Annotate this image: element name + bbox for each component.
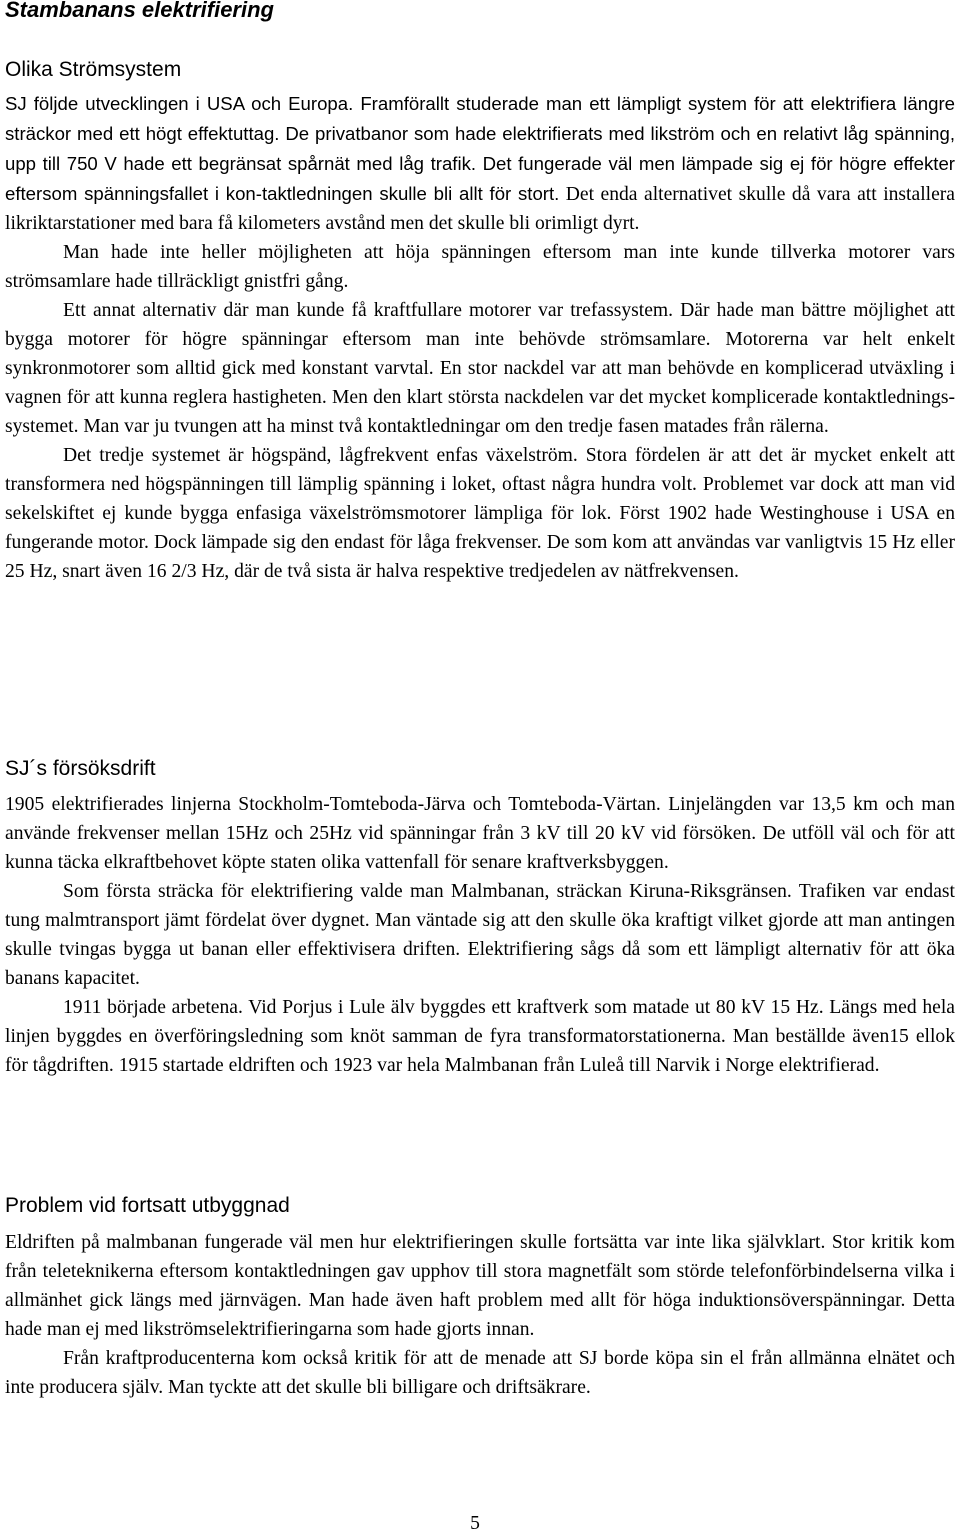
paragraph-text-sans: SJ följde utvecklingen i USA och Europa. Framförallt studerade man ett lämpligt system för att elektrifiera längre sträckor med ett högt effektuttag. De privatbanor som hade elektrifierats med likström och en relativt låg spänning, upp till 750 V hade ett begränsat spårnät med låg trafik. Det fungerade väl men lämpade sig ej för högre effekter eftersom spänningsfallet i kon-taktledningen skulle bli allt för stort. bbox=[5, 93, 955, 204]
paragraph: Man hade inte heller möjligheten att höja spänningen eftersom man inte kunde tillverka motorer vars strömsamlare hade tillräckligt gnistfri gång. bbox=[5, 242, 955, 292]
section-heading-stromsystem: Olika Strömsystem bbox=[5, 58, 182, 81]
section-heading-problem: Problem vid fortsatt utbyggnad bbox=[5, 1194, 290, 1217]
section-forsoksdrift bbox=[5, 790, 955, 1080]
document-title: Stambanans elektrifiering bbox=[5, 0, 274, 22]
paragraph: Ett annat alternativ där man kunde få kraftfullare motorer var trefassystem. Där hade man bättre möjlighet att bygga motorer för högre spänningar eftersom man inte behövde strömsamlare. Motorerna var helt enkelt synkronmotorer som alltid gick med konstant varvtal. En stor nackdel var att man behövde en komplicerad utväxling i vagnen för att kunna reglera hastigheten. Men den klart största nackdelen var det mycket komplicerade kontaktlednings-systemet. Man var ju tvungen att ha minst två kontaktledningar om den tredje fasen matades från rälerna. bbox=[5, 300, 955, 437]
paragraph bbox=[5, 89, 955, 238]
paragraph-text-serif: Det enda alternativet skulle då vara att installera likriktarstationer med bara få kilometers avstånd men det skulle bli orimligt dyrt. bbox=[5, 184, 956, 234]
paragraph: Eldriften på malmbanan fungerade väl men hur elektrifieringen skulle fortsätta var inte lika självklart. Stor kritik kom från teleteknikerna eftersom kontaktledningen gav upphov till stora magnetfält som störde telefonförbindelserna vilka i allmänhet gick längs med järnvägen. Man hade även haft problem med allt för höga induktionsöverspänningar. Detta hade man ej med likströmselektrifieringarna som hade gjorts innan. bbox=[5, 1232, 955, 1340]
section-problem bbox=[5, 1228, 955, 1402]
paragraph: 1905 elektrifierades linjerna Stockholm-Tomteboda-Järva och Tomteboda-Värtan. Linjelängden var 13,5 km och man använde frekvenser mellan 15Hz och 25Hz vid spänningar från 3 kV till 20 kV vid försöken. De utföll väl och för att kunna täcka elkraftbehovet köpte staten olika vattenfall för senare kraftverksbyggen. bbox=[5, 794, 955, 873]
paragraph: Som första sträcka för elektrifiering valde man Malmbanan, sträckan Kiruna-Riksgränsen. Trafiken var endast tung malmtransport jämt fördelat över dygnet. Man väntade sig att den skulle öka kraftigt vilket gjorde att man antingen skulle tvingas bygga ut banan eller effektivisera driften. Elektrifiering sågs då som ett lämpligt alternativ för att öka banans kapacitet. bbox=[5, 881, 955, 989]
section-stromsystem bbox=[5, 89, 955, 586]
section-heading-forsoksdrift: SJ´s försöksdrift bbox=[5, 757, 156, 780]
paragraph: Det tredje systemet är högspänd, lågfrekvent enfas växelström. Stora fördelen är att det är mycket enkelt att transformera ned högspänningen till lämplig spänning i loket, oftast några hundra volt. Problemet var dock att man vid sekelskiftet ej kunde bygga enfasiga växelströmsmotorer lämpliga för lok. Först 1902 hade Westinghouse i USA en fungerande motor. Dock lämpade sig den endast för låga frekvenser. De som kom att användas var vanligtvis 15 Hz eller 25 Hz, snart även 16 2/3 Hz, där de två sista är halva respektive tredjedelen av nätfrekvensen. bbox=[5, 445, 955, 582]
paragraph: Från kraftproducenterna kom också kritik för att de menade att SJ borde köpa sin el från allmänna elnätet och inte producera själv. Man tyckte att det skulle bli billigare och driftsäkrare. bbox=[5, 1348, 955, 1398]
paragraph: 1911 började arbetena. Vid Porjus i Lule älv byggdes ett kraftverk som matade ut 80 kV 15 Hz. Längs med hela linjen byggdes en överföringsledning som knöt samman de fyra transformatorstationerna. Man beställde även15 ellok för tågdriften. 1915 startade eldriften och 1923 var hela Malmbanan från Luleå till Narvik i Norge elektrifierad. bbox=[5, 997, 955, 1076]
page-number: 5 bbox=[470, 1513, 480, 1534]
